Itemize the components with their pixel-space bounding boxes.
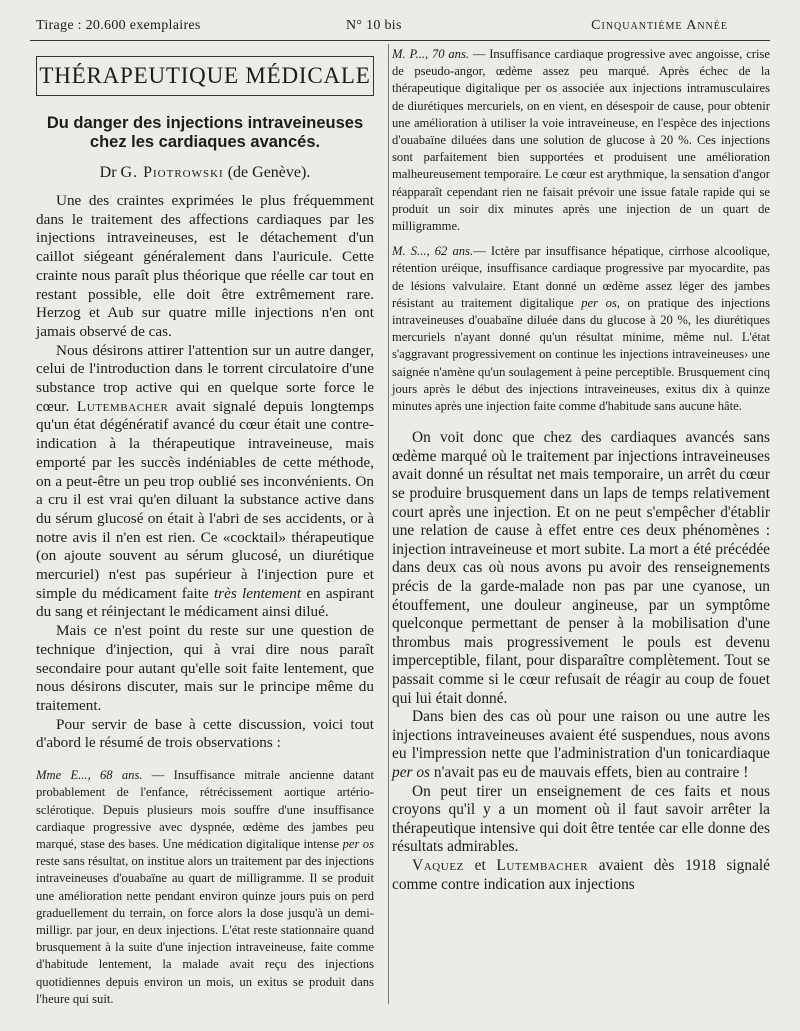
observation-1 <box>36 767 374 1008</box>
paragraph-8-text: avaient dès 1918 signalé comme contre indication aux injections <box>392 856 771 893</box>
paragraph-6-part-b: n'avait pas eu de mauvais effets, bien au contraire ! <box>430 763 749 781</box>
paragraph-2-part-b: avait signalé depuis longtemps qu'un état dégénératif avancé du cœur était une contre-indication à la thérapeutique intraveineuse, mais emporté par les succès indéniables de cette méthode, on a peut-être un peu trop oublié ses inconvénients. On a cru il est vrai qu'en diluant la substance active dans du sérum glucosé on était à l'abri de ses accidents, or à notre avis il n'en est rien. Ce «cocktail» thérapeutique (on ajoute souvent au sérum glucosé, un diurétique mercuriel) n'est pas supérieur à l'injection pure et simple du médicament faite <box>36 397 374 602</box>
observation-2-text: — Insuffisance cardiaque progressive avec angoisse, crise de pseudo-angor, œdème assez peu marqué. Après échec de la thérapeutique digitalique per os associée aux injections intramusculaires de diurétiques mercuriels, on en vient, en désespoir de cause, pour obtenir une amélioration à utiliser la voie intraveineuse, en l'espèce des injections d'ouabaïne diluées dans une solution de glucose à 20 %. Ces injections sont parfaitement bien supportées et produisent une amélioration malheureusement temporaire. Le cœur est arythmique, la sensation d'angor réapparaît cependant rien ne faisait prévoir une issue fatale rapide qui se produit un soir dix minutes après une injection de un quart de milligramme. <box>392 47 770 234</box>
left-column <box>36 52 374 1008</box>
column-divider <box>388 44 389 1004</box>
article-title-line-1: Du danger des injections intraveineuses <box>46 114 364 132</box>
observation-1-text-b: reste sans résultat, on institue alors un traitement par des injections intraveineuses d'ouabaïne au quart de milligramme. Il se produit une amélioration nette pendant environ quinze jours puis on perd graduellement du terrain, on force alors la dose jusqu'à un demi-milligr. par jour, en deux injections. L'état reste stationnaire quand brusquement à la suite d'une injection intraveineuse, faite comme d'habitude lentement, la malade avait reçu des injections quotidiennes depuis environ un mois, un exitus se produit dans l'heure qui suit. <box>36 854 374 1006</box>
issue-number: N° 10 bis <box>346 18 402 33</box>
author-reference-vaquez: Vaquez <box>412 856 464 874</box>
observation-3-emphasis: per os <box>581 295 617 310</box>
author-reference: Lutembacher <box>76 397 169 415</box>
paragraph-8-conjunction: et <box>464 856 497 874</box>
observation-1-patient: Mme E..., 68 ans. <box>36 768 143 783</box>
paragraph-2-part-a: Nous désirons attirer l'attention sur un autre danger, celui de l'introduction dans le torrent circulatoire d'une substance trop active qui en quelque sorte force le cœur. <box>36 341 374 415</box>
observation-3-text-a: — Ictère par insuffisance hépatique, cirrhose alcoolique, rétention uréique, insuffisance cardiaque progressive par myocardite, pas de lésions valvulaire. Etant donné un œdème assez léger des jambes résistant au traitement digitalique <box>392 244 770 310</box>
article-body-right <box>392 429 770 894</box>
running-header <box>0 14 800 38</box>
observation-3-patient: M. S..., 62 ans. <box>392 244 474 259</box>
section-title: THÉRAPEUTIQUE MÉDICALE <box>36 56 374 96</box>
paragraph-5: On voit donc que chez des cardiaques avancés sans œdème marqué où le traitement par injections intraveineuses avait donné un résultat net mais temporaire, un arrêt du cœur se produire brusquement dans un laps de temps relativement court après une injection. Et on ne peut s'empêcher d'établir une relation de cause à effet entre ces deux phénomènes : injection intraveineuse et mort subite. La mort a été précédée dans deux cas où nous avons pu avoir des renseignements précis de la garde-malade non pas par une cyanose, un étouffement, une douleur angineuse, par un symptôme quelconque permettant de penser à la mobilisation d'une thrombus mais progressivement le pouls est devenu imperceptible, filant, pour disparaître complètement. Tout se passait comme si le cœur refusait de réagir au coup de fouet qui lui était donné. <box>392 429 770 707</box>
paragraph-6 <box>392 708 770 782</box>
observation-3-text-b: , on pratique des injections intraveineuses d'ouabaïne diluée dans du glucose à 20 %, les diurétiques mercuriels n'ayant donné qu'un résultat minime, même nul. L'état s'aggravant progressivement on continue les injections intraveineuses› une saignée n'amène qu'un soulagement à peine perceptible. Brusquement cinq jours après le début des injections intraveineuses, exitus dix à quinze minutes après une injection faite comme d'habitude sans aucune hâte. <box>392 295 770 414</box>
author-affiliation: (de Genève). <box>227 164 311 181</box>
article-title <box>36 114 374 152</box>
observation-1-emphasis: per os <box>342 836 375 851</box>
paragraph-2 <box>36 342 374 623</box>
author-prefix: Dr <box>99 164 117 181</box>
paragraph-1: Une des craintes exprimées le plus fréquemment dans le traitement des affections cardiaques par les injections intraveineuses, est le détachement d'un caillot siégeant généralement dans l'auricule. Cette crainte nous paraît plus théorique que réelle car tout en restant possible, elle doit être extrêmement rare. Herzog et Aub sur quatre mille injections n'en ont jamais observé de cas. <box>36 192 374 340</box>
author-reference-lutembacher: Lutembacher <box>496 856 589 874</box>
paragraph-2-part-c: en aspirant du sang et réinjectant le médicament ainsi dilué. <box>36 584 374 621</box>
article-body-left <box>36 192 374 753</box>
right-column <box>392 46 770 894</box>
paragraph-6-emphasis: per os <box>392 763 431 781</box>
observation-1-text-a: — Insuffisance mitrale ancienne datant probablement de l'enfance, rétrécissement aortique artério-sclérotique. Depuis plusieurs mois souffre d'une insuffisance cardiaque progressive avec dyspnée, œdème des jambes peu marqué, stase des bases. Une médication digitalique intense <box>36 768 374 851</box>
paragraph-8 <box>392 857 770 894</box>
year-label: Cinquantième Année <box>591 18 728 33</box>
paragraph-7: On peut tirer un enseignement de ces faits et nous croyons qu'il y a un moment où il faut savoir arrêter la thérapeutique intensive qui doit être tentée car elle donne des résultats admirables. <box>392 782 770 856</box>
paragraph-3: Mais ce n'est point du reste sur une question de technique d'injection, qui à vrai dire nous paraît secondaire pour autant qu'elle soit faite lentement, que nous désirons discuter, mais sur le principe même du traitement. <box>36 622 374 714</box>
paragraph-4: Pour servir de base à cette discussion, voici tout d'abord le résumé de trois observations : <box>36 715 374 752</box>
author-line <box>36 162 374 184</box>
paragraph-6-part-a: Dans bien des cas où pour une raison ou une autre les injections intraveineuses avaient été suspendues, nous avons eu l'impression nette que l'administration d'un tonicardiaque <box>392 708 770 763</box>
header-rule <box>30 40 770 41</box>
print-run-label: Tirage : 20.600 exemplaires <box>36 18 201 33</box>
author-name: G. Piotrowski <box>120 164 224 181</box>
observation-2-patient: M. P..., 70 ans. <box>392 47 469 61</box>
emphasis-text: très lentement <box>213 584 302 602</box>
observation-3 <box>392 243 770 415</box>
article-title-line-2: chez les cardiaques avancés. <box>89 133 321 151</box>
observation-2 <box>392 46 770 235</box>
